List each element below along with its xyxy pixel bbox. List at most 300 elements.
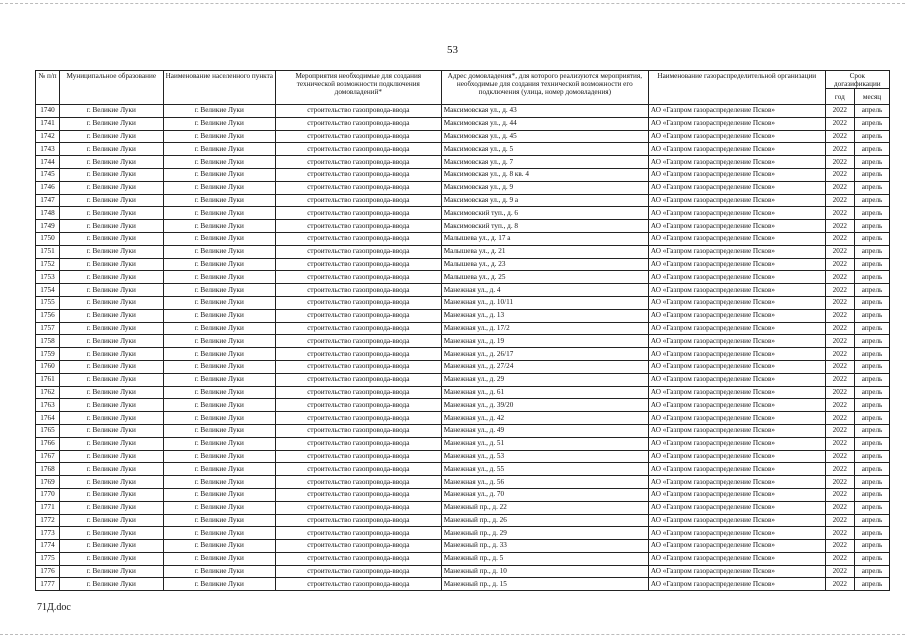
cell-year: 2022	[825, 360, 854, 373]
table-row	[36, 143, 890, 156]
cell-settlement: г. Великие Луки	[163, 284, 275, 297]
cell-year: 2022	[825, 565, 854, 578]
cell-year: 2022	[825, 232, 854, 245]
cell-month: апрель	[855, 168, 890, 181]
cell-year: 2022	[825, 207, 854, 220]
cell-settlement: г. Великие Луки	[163, 488, 275, 501]
cell-municipality: г. Великие Луки	[59, 232, 163, 245]
table-row	[36, 271, 890, 284]
cell-org: АО «Газпром газораспределение Псков»	[648, 514, 825, 527]
table-row	[36, 156, 890, 169]
table-row	[36, 309, 890, 322]
cell-address: Манежная ул., д. 51	[441, 437, 648, 450]
cell-year: 2022	[825, 194, 854, 207]
cell-settlement: г. Великие Луки	[163, 437, 275, 450]
cell-month: апрель	[855, 476, 890, 489]
header-settlement: Наименование населенного пункта	[163, 71, 275, 105]
cell-address: Манежная ул., д. 17/2	[441, 322, 648, 335]
cell-address: Максимовская ул., д. 5	[441, 143, 648, 156]
cell-num: 1764	[36, 412, 60, 425]
cell-num: 1746	[36, 181, 60, 194]
cell-measure: строительство газопровода-ввода	[275, 258, 441, 271]
cell-num: 1754	[36, 284, 60, 297]
table-row	[36, 181, 890, 194]
cell-year: 2022	[825, 105, 854, 118]
cell-year: 2022	[825, 245, 854, 258]
cell-municipality: г. Великие Луки	[59, 514, 163, 527]
cell-num: 1760	[36, 360, 60, 373]
cell-municipality: г. Великие Луки	[59, 258, 163, 271]
cell-year: 2022	[825, 540, 854, 553]
cell-settlement: г. Великие Луки	[163, 360, 275, 373]
cell-municipality: г. Великие Луки	[59, 130, 163, 143]
cell-settlement: г. Великие Луки	[163, 296, 275, 309]
cell-month: апрель	[855, 488, 890, 501]
cell-municipality: г. Великие Луки	[59, 220, 163, 233]
cell-year: 2022	[825, 527, 854, 540]
cell-org: АО «Газпром газораспределение Псков»	[648, 181, 825, 194]
table-row	[36, 232, 890, 245]
cell-address: Манежная ул., д. 19	[441, 335, 648, 348]
cell-measure: строительство газопровода-ввода	[275, 360, 441, 373]
cell-num: 1743	[36, 143, 60, 156]
cell-measure: строительство газопровода-ввода	[275, 284, 441, 297]
table-row	[36, 463, 890, 476]
table-row	[36, 130, 890, 143]
cell-org: АО «Газпром газораспределение Псков»	[648, 540, 825, 553]
cell-num: 1745	[36, 168, 60, 181]
cell-measure: строительство газопровода-ввода	[275, 143, 441, 156]
cell-org: АО «Газпром газораспределение Псков»	[648, 258, 825, 271]
cell-address: Манежная ул., д. 29	[441, 373, 648, 386]
cell-org: АО «Газпром газораспределение Псков»	[648, 360, 825, 373]
cell-year: 2022	[825, 476, 854, 489]
cell-month: апрель	[855, 501, 890, 514]
cell-address: Манежный пр., д. 15	[441, 578, 648, 591]
table-row	[36, 322, 890, 335]
cell-address: Малышева ул., д. 25	[441, 271, 648, 284]
cell-year: 2022	[825, 309, 854, 322]
cell-year: 2022	[825, 271, 854, 284]
cell-year: 2022	[825, 143, 854, 156]
cell-settlement: г. Великие Луки	[163, 424, 275, 437]
cell-address: Манежный пр., д. 5	[441, 552, 648, 565]
cell-measure: строительство газопровода-ввода	[275, 348, 441, 361]
cell-municipality: г. Великие Луки	[59, 463, 163, 476]
cell-address: Манежная ул., д. 39/20	[441, 399, 648, 412]
table-row	[36, 514, 890, 527]
cell-year: 2022	[825, 220, 854, 233]
cell-municipality: г. Великие Луки	[59, 488, 163, 501]
cell-year: 2022	[825, 450, 854, 463]
cell-month: апрель	[855, 463, 890, 476]
cell-address: Манежная ул., д. 56	[441, 476, 648, 489]
cell-measure: строительство газопровода-ввода	[275, 501, 441, 514]
cell-settlement: г. Великие Луки	[163, 335, 275, 348]
cell-month: апрель	[855, 540, 890, 553]
table-row	[36, 373, 890, 386]
cell-address: Манежная ул., д. 70	[441, 488, 648, 501]
cell-settlement: г. Великие Луки	[163, 156, 275, 169]
cell-month: апрель	[855, 578, 890, 591]
cell-num: 1762	[36, 386, 60, 399]
cell-year: 2022	[825, 348, 854, 361]
cell-num: 1757	[36, 322, 60, 335]
cell-org: АО «Газпром газораспределение Псков»	[648, 335, 825, 348]
cell-year: 2022	[825, 578, 854, 591]
table-row	[36, 194, 890, 207]
cell-address: Максимовская ул., д. 8 кв. 4	[441, 168, 648, 181]
cell-month: апрель	[855, 527, 890, 540]
table-row	[36, 437, 890, 450]
cell-year: 2022	[825, 258, 854, 271]
scan-top-edge	[0, 3, 905, 4]
cell-address: Максимовская ул., д. 9	[441, 181, 648, 194]
cell-num: 1751	[36, 245, 60, 258]
cell-num: 1770	[36, 488, 60, 501]
cell-org: АО «Газпром газораспределение Псков»	[648, 412, 825, 425]
cell-settlement: г. Великие Луки	[163, 399, 275, 412]
cell-settlement: г. Великие Луки	[163, 373, 275, 386]
cell-num: 1772	[36, 514, 60, 527]
table-row	[36, 424, 890, 437]
cell-num: 1773	[36, 527, 60, 540]
cell-address: Манежный пр., д. 10	[441, 565, 648, 578]
cell-measure: строительство газопровода-ввода	[275, 194, 441, 207]
header-org: Наименование газораспределительной организации	[648, 71, 825, 105]
cell-year: 2022	[825, 168, 854, 181]
table-row	[36, 476, 890, 489]
cell-municipality: г. Великие Луки	[59, 552, 163, 565]
table-row	[36, 386, 890, 399]
table-row	[36, 450, 890, 463]
cell-year: 2022	[825, 514, 854, 527]
cell-municipality: г. Великие Луки	[59, 143, 163, 156]
cell-municipality: г. Великие Луки	[59, 424, 163, 437]
cell-settlement: г. Великие Луки	[163, 501, 275, 514]
cell-measure: строительство газопровода-ввода	[275, 373, 441, 386]
cell-num: 1744	[36, 156, 60, 169]
cell-org: АО «Газпром газораспределение Псков»	[648, 424, 825, 437]
cell-municipality: г. Великие Луки	[59, 309, 163, 322]
header-num: № п/п	[36, 71, 60, 105]
cell-settlement: г. Великие Луки	[163, 514, 275, 527]
table-row	[36, 360, 890, 373]
cell-num: 1775	[36, 552, 60, 565]
cell-municipality: г. Великие Луки	[59, 399, 163, 412]
cell-address: Малышева ул., д. 17 а	[441, 232, 648, 245]
cell-address: Манежная ул., д. 49	[441, 424, 648, 437]
cell-org: АО «Газпром газораспределение Псков»	[648, 348, 825, 361]
cell-settlement: г. Великие Луки	[163, 552, 275, 565]
cell-month: апрель	[855, 424, 890, 437]
cell-address: Манежная ул., д. 61	[441, 386, 648, 399]
table-row	[36, 258, 890, 271]
cell-measure: строительство газопровода-ввода	[275, 488, 441, 501]
cell-month: апрель	[855, 450, 890, 463]
cell-address: Малышева ул., д. 21	[441, 245, 648, 258]
cell-month: апрель	[855, 335, 890, 348]
table-row	[36, 335, 890, 348]
cell-measure: строительство газопровода-ввода	[275, 463, 441, 476]
cell-org: АО «Газпром газораспределение Псков»	[648, 143, 825, 156]
cell-org: АО «Газпром газораспределение Псков»	[648, 309, 825, 322]
cell-measure: строительство газопровода-ввода	[275, 105, 441, 118]
cell-measure: строительство газопровода-ввода	[275, 514, 441, 527]
header-year: год	[825, 89, 854, 105]
table-row	[36, 565, 890, 578]
header-municipality: Муниципальное образование	[59, 71, 163, 105]
cell-org: АО «Газпром газораспределение Псков»	[648, 284, 825, 297]
cell-year: 2022	[825, 373, 854, 386]
cell-address: Максимовский туп., д. 6	[441, 207, 648, 220]
cell-measure: строительство газопровода-ввода	[275, 130, 441, 143]
cell-settlement: г. Великие Луки	[163, 540, 275, 553]
cell-num: 1763	[36, 399, 60, 412]
cell-month: апрель	[855, 156, 890, 169]
table-body	[36, 105, 890, 591]
cell-org: АО «Газпром газораспределение Псков»	[648, 437, 825, 450]
cell-org: АО «Газпром газораспределение Псков»	[648, 565, 825, 578]
cell-municipality: г. Великие Луки	[59, 194, 163, 207]
cell-address: Манежный пр., д. 33	[441, 540, 648, 553]
cell-org: АО «Газпром газораспределение Псков»	[648, 245, 825, 258]
cell-address: Манежный пр., д. 22	[441, 501, 648, 514]
cell-num: 1749	[36, 220, 60, 233]
cell-month: апрель	[855, 399, 890, 412]
header-month: месяц	[855, 89, 890, 105]
table-row	[36, 488, 890, 501]
cell-municipality: г. Великие Луки	[59, 437, 163, 450]
cell-settlement: г. Великие Луки	[163, 181, 275, 194]
cell-municipality: г. Великие Луки	[59, 156, 163, 169]
cell-address: Малышева ул., д. 23	[441, 258, 648, 271]
table-row	[36, 412, 890, 425]
cell-org: АО «Газпром газораспределение Псков»	[648, 207, 825, 220]
cell-num: 1776	[36, 565, 60, 578]
cell-num: 1768	[36, 463, 60, 476]
cell-year: 2022	[825, 322, 854, 335]
cell-month: апрель	[855, 181, 890, 194]
cell-settlement: г. Великие Луки	[163, 463, 275, 476]
cell-address: Манежный пр., д. 29	[441, 527, 648, 540]
table-row	[36, 168, 890, 181]
table-row	[36, 296, 890, 309]
cell-measure: строительство газопровода-ввода	[275, 578, 441, 591]
cell-address: Манежная ул., д. 10/11	[441, 296, 648, 309]
cell-month: апрель	[855, 245, 890, 258]
cell-measure: строительство газопровода-ввода	[275, 220, 441, 233]
cell-municipality: г. Великие Луки	[59, 540, 163, 553]
cell-municipality: г. Великие Луки	[59, 348, 163, 361]
cell-year: 2022	[825, 399, 854, 412]
cell-settlement: г. Великие Луки	[163, 220, 275, 233]
cell-settlement: г. Великие Луки	[163, 258, 275, 271]
cell-num: 1771	[36, 501, 60, 514]
header-row	[36, 71, 890, 89]
cell-num: 1777	[36, 578, 60, 591]
cell-org: АО «Газпром газораспределение Псков»	[648, 232, 825, 245]
cell-municipality: г. Великие Луки	[59, 501, 163, 514]
cell-num: 1741	[36, 117, 60, 130]
cell-settlement: г. Великие Луки	[163, 322, 275, 335]
page-number: 53	[447, 44, 458, 56]
cell-measure: строительство газопровода-ввода	[275, 552, 441, 565]
cell-municipality: г. Великие Луки	[59, 565, 163, 578]
table-row	[36, 348, 890, 361]
footer-filename: 71Д.doc	[37, 602, 71, 613]
cell-num: 1765	[36, 424, 60, 437]
cell-org: АО «Газпром газораспределение Псков»	[648, 527, 825, 540]
scan-bottom-edge	[0, 634, 905, 635]
cell-settlement: г. Великие Луки	[163, 117, 275, 130]
cell-measure: строительство газопровода-ввода	[275, 540, 441, 553]
cell-address: Максимовский туп., д. 8	[441, 220, 648, 233]
cell-address: Манежная ул., д. 55	[441, 463, 648, 476]
cell-org: АО «Газпром газораспределение Псков»	[648, 156, 825, 169]
cell-org: АО «Газпром газораспределение Псков»	[648, 488, 825, 501]
cell-num: 1774	[36, 540, 60, 553]
cell-org: АО «Газпром газораспределение Псков»	[648, 501, 825, 514]
cell-month: апрель	[855, 258, 890, 271]
table-row	[36, 501, 890, 514]
cell-month: апрель	[855, 284, 890, 297]
cell-num: 1756	[36, 309, 60, 322]
cell-month: апрель	[855, 130, 890, 143]
header-measures: Мероприятия необходимые для создания технической возможности подключения домовладений*	[275, 71, 441, 105]
cell-settlement: г. Великие Луки	[163, 143, 275, 156]
cell-settlement: г. Великие Луки	[163, 348, 275, 361]
cell-municipality: г. Великие Луки	[59, 373, 163, 386]
cell-address: Манежная ул., д. 42	[441, 412, 648, 425]
cell-org: АО «Газпром газораспределение Псков»	[648, 373, 825, 386]
cell-month: апрель	[855, 360, 890, 373]
cell-measure: строительство газопровода-ввода	[275, 322, 441, 335]
cell-measure: строительство газопровода-ввода	[275, 412, 441, 425]
cell-settlement: г. Великие Луки	[163, 271, 275, 284]
cell-num: 1755	[36, 296, 60, 309]
cell-municipality: г. Великие Луки	[59, 181, 163, 194]
table-row	[36, 399, 890, 412]
cell-num: 1748	[36, 207, 60, 220]
cell-settlement: г. Великие Луки	[163, 105, 275, 118]
cell-municipality: г. Великие Луки	[59, 578, 163, 591]
cell-month: апрель	[855, 552, 890, 565]
cell-org: АО «Газпром газораспределение Псков»	[648, 399, 825, 412]
table-row	[36, 245, 890, 258]
cell-year: 2022	[825, 488, 854, 501]
cell-num: 1758	[36, 335, 60, 348]
cell-settlement: г. Великие Луки	[163, 476, 275, 489]
cell-address: Максимовская ул., д. 7	[441, 156, 648, 169]
cell-measure: строительство газопровода-ввода	[275, 437, 441, 450]
cell-year: 2022	[825, 156, 854, 169]
cell-year: 2022	[825, 117, 854, 130]
cell-month: апрель	[855, 194, 890, 207]
cell-year: 2022	[825, 412, 854, 425]
cell-measure: строительство газопровода-ввода	[275, 245, 441, 258]
cell-measure: строительство газопровода-ввода	[275, 309, 441, 322]
cell-num: 1761	[36, 373, 60, 386]
cell-measure: строительство газопровода-ввода	[275, 232, 441, 245]
cell-org: АО «Газпром газораспределение Псков»	[648, 552, 825, 565]
cell-measure: строительство газопровода-ввода	[275, 386, 441, 399]
cell-settlement: г. Великие Луки	[163, 578, 275, 591]
cell-num: 1750	[36, 232, 60, 245]
cell-year: 2022	[825, 284, 854, 297]
cell-num: 1753	[36, 271, 60, 284]
cell-measure: строительство газопровода-ввода	[275, 527, 441, 540]
header-address: Адрес домовладения*, для которого реализуются мероприятия, необходимые для создания технической возможности его подключения (улица, номер домовладения)	[441, 71, 648, 105]
table-row	[36, 540, 890, 553]
table-row	[36, 220, 890, 233]
cell-month: апрель	[855, 437, 890, 450]
cell-month: апрель	[855, 386, 890, 399]
cell-org: АО «Газпром газораспределение Псков»	[648, 130, 825, 143]
cell-settlement: г. Великие Луки	[163, 194, 275, 207]
cell-address: Максимовская ул., д. 43	[441, 105, 648, 118]
cell-year: 2022	[825, 335, 854, 348]
cell-address: Максимовская ул., д. 45	[441, 130, 648, 143]
cell-address: Манежная ул., д. 27/24	[441, 360, 648, 373]
cell-month: апрель	[855, 143, 890, 156]
table-row	[36, 552, 890, 565]
cell-settlement: г. Великие Луки	[163, 168, 275, 181]
cell-municipality: г. Великие Луки	[59, 271, 163, 284]
cell-settlement: г. Великие Луки	[163, 527, 275, 540]
cell-municipality: г. Великие Луки	[59, 386, 163, 399]
cell-year: 2022	[825, 463, 854, 476]
cell-org: АО «Газпром газораспределение Псков»	[648, 220, 825, 233]
cell-municipality: г. Великие Луки	[59, 245, 163, 258]
cell-org: АО «Газпром газораспределение Псков»	[648, 117, 825, 130]
cell-num: 1752	[36, 258, 60, 271]
cell-municipality: г. Великие Луки	[59, 335, 163, 348]
cell-month: апрель	[855, 373, 890, 386]
cell-municipality: г. Великие Луки	[59, 168, 163, 181]
cell-settlement: г. Великие Луки	[163, 232, 275, 245]
table-row	[36, 284, 890, 297]
cell-year: 2022	[825, 296, 854, 309]
cell-settlement: г. Великие Луки	[163, 565, 275, 578]
cell-month: апрель	[855, 117, 890, 130]
cell-measure: строительство газопровода-ввода	[275, 399, 441, 412]
cell-org: АО «Газпром газораспределение Псков»	[648, 194, 825, 207]
cell-measure: строительство газопровода-ввода	[275, 117, 441, 130]
cell-org: АО «Газпром газораспределение Псков»	[648, 476, 825, 489]
cell-address: Максимовская ул., д. 9 а	[441, 194, 648, 207]
cell-municipality: г. Великие Луки	[59, 360, 163, 373]
cell-municipality: г. Великие Луки	[59, 284, 163, 297]
cell-address: Манежная ул., д. 4	[441, 284, 648, 297]
cell-municipality: г. Великие Луки	[59, 207, 163, 220]
cell-org: АО «Газпром газораспределение Псков»	[648, 168, 825, 181]
cell-settlement: г. Великие Луки	[163, 386, 275, 399]
cell-month: апрель	[855, 514, 890, 527]
cell-year: 2022	[825, 386, 854, 399]
gasification-table	[35, 70, 890, 591]
cell-num: 1740	[36, 105, 60, 118]
cell-settlement: г. Великие Луки	[163, 207, 275, 220]
cell-address: Манежная ул., д. 13	[441, 309, 648, 322]
cell-org: АО «Газпром газораспределение Псков»	[648, 386, 825, 399]
table-row	[36, 578, 890, 591]
cell-year: 2022	[825, 501, 854, 514]
cell-month: апрель	[855, 207, 890, 220]
cell-year: 2022	[825, 424, 854, 437]
cell-municipality: г. Великие Луки	[59, 476, 163, 489]
cell-org: АО «Газпром газораспределение Псков»	[648, 271, 825, 284]
